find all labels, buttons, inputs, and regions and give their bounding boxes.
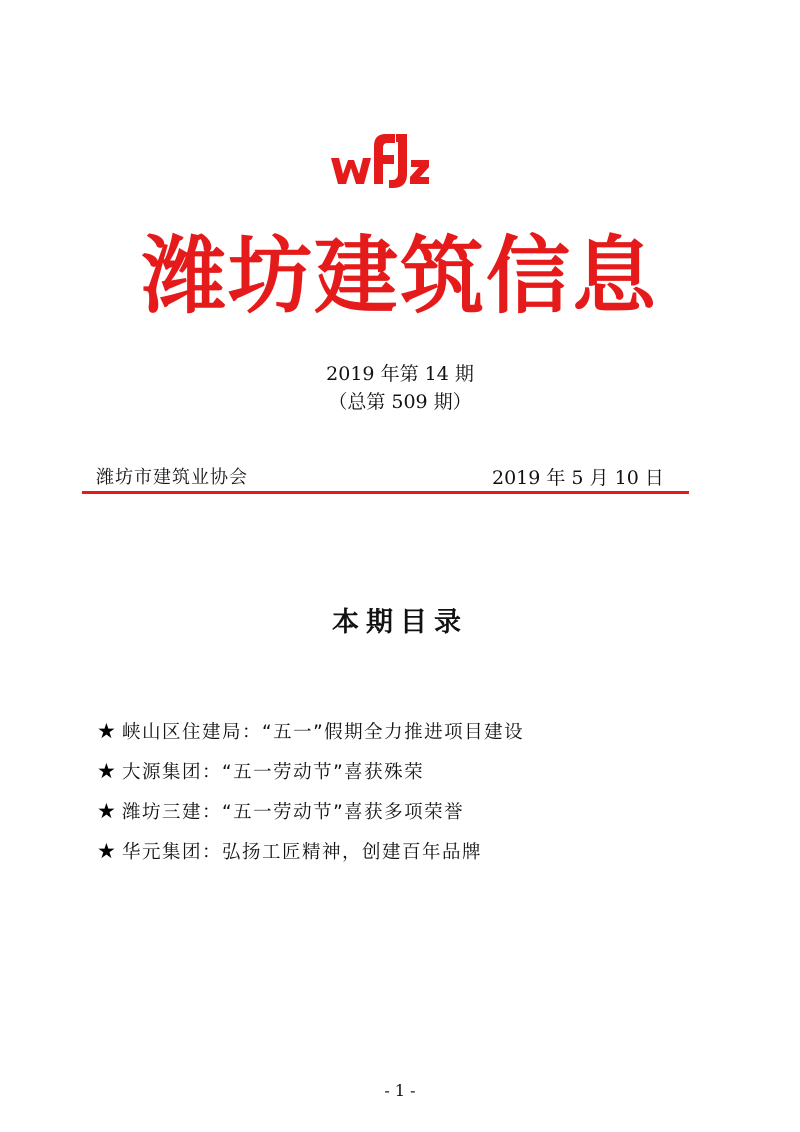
toc-item-text: 潍坊三建：“五一劳动节”喜获多项荣誉	[122, 802, 465, 823]
logo-letter-z	[410, 160, 429, 184]
logo-letter-w	[331, 158, 371, 184]
logo-letter-f	[374, 134, 395, 184]
star-icon: ★	[97, 799, 118, 823]
publication-date: 2019 年 5 月 10 日	[492, 467, 664, 489]
wfjz-logo	[325, 126, 435, 192]
star-icon: ★	[97, 759, 118, 783]
toc-item-text: 华元集团：弘扬工匠精神，创建百年品牌	[122, 842, 483, 863]
issue-number: 2019 年第 14 期	[326, 363, 474, 385]
star-icon: ★	[97, 839, 118, 863]
red-divider-rule	[82, 491, 689, 494]
issue-total-number: （总第 509 期）	[328, 391, 472, 413]
toc-item	[97, 757, 524, 797]
toc-item-text: 大源集团：“五一劳动节”喜获殊荣	[122, 762, 425, 783]
masthead-title: 潍坊建筑信息	[141, 226, 658, 325]
publisher-name: 潍坊市建筑业协会	[96, 467, 248, 488]
toc-item-text: 峡山区住建局：“五一”假期全力推进项目建设	[122, 722, 525, 743]
toc-item	[97, 837, 524, 877]
toc-item	[97, 717, 524, 757]
star-icon: ★	[97, 719, 118, 743]
toc-list	[97, 717, 524, 877]
toc-title: 本期目录	[332, 607, 468, 638]
page-number: - 1 -	[384, 1081, 416, 1100]
toc-item	[97, 797, 524, 837]
